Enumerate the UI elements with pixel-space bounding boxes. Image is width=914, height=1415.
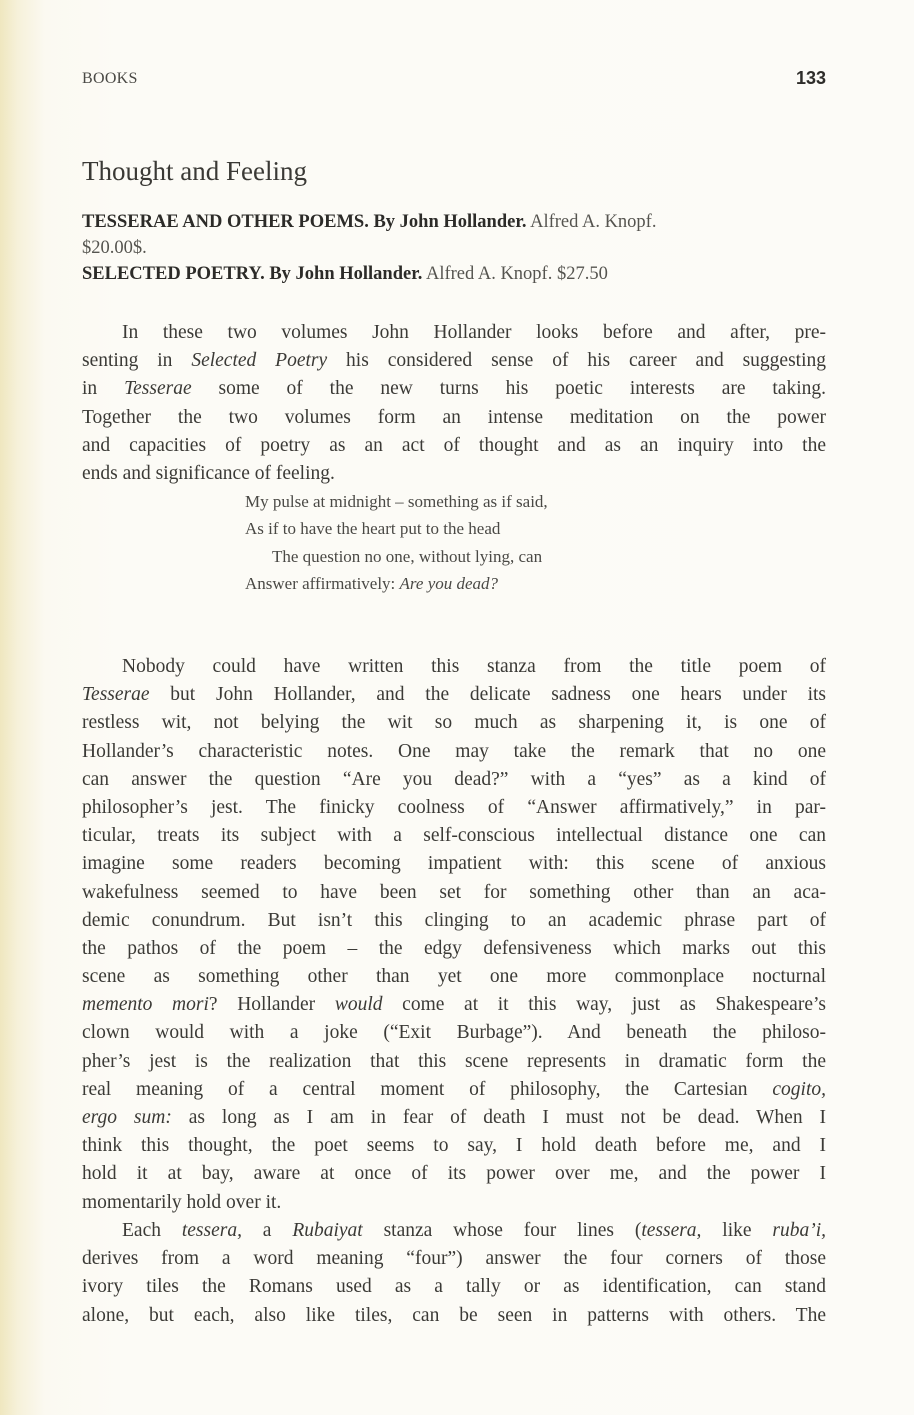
text-line (82, 738, 826, 766)
text-line (82, 1273, 826, 1301)
text-run: derives from a word meaning “four”) answer the four corners of those (82, 1248, 826, 1270)
paragraph (82, 319, 826, 488)
italic-text: memento mori (82, 994, 209, 1016)
text-run: as long as I am in fear of death I must not be dead. When I (171, 1107, 826, 1128)
italic-text: ruba’i, (772, 1220, 826, 1241)
text-line (82, 766, 826, 794)
text-line (82, 1132, 826, 1160)
text-line (82, 404, 826, 432)
book-author: By John Hollander. (373, 212, 527, 232)
poem-line (245, 543, 548, 570)
text-run: ? Hollander (208, 994, 335, 1016)
text-run: philosopher’s jest. The finicky coolness of “Answer affirmatively,” in par- (82, 796, 826, 818)
text-run: hold it at bay, aware at once of its power over me, and the power I (82, 1163, 826, 1185)
text-run: pher’s jest is the realization that this scene represents in dramatic form the (82, 1050, 826, 1072)
paragraph (82, 1217, 826, 1330)
text-run: wakefulness seemed to have been set for something other than an aca- (82, 881, 826, 903)
book-publisher: Alfred A. Knopf. (425, 264, 553, 284)
text-run: ends and significance of feeling. (82, 462, 335, 484)
text-line (82, 1104, 826, 1132)
book-title: TESSERAE AND OTHER POEMS. (82, 212, 369, 232)
text-line (82, 1076, 826, 1104)
text-run: Together the two volumes form an intense meditation on the power (82, 406, 826, 428)
italic-text: Tesserae (124, 378, 192, 400)
text-line (82, 1302, 826, 1330)
book-price: $20.00$. (82, 238, 147, 258)
book-price: $27.50 (556, 264, 608, 284)
text-run: Each (122, 1220, 182, 1241)
text-run: As if to have the heart put to the head (245, 519, 501, 539)
text-line (82, 850, 826, 878)
text-run: demic conundrum. But isn’t this clinging to an academic phrase part of (82, 909, 826, 931)
text-run: Answer affirmatively: (245, 573, 400, 593)
poem-line (245, 488, 548, 515)
text-line (82, 907, 826, 935)
text-run: ticular, treats its subject with a self-conscious intellectual distance one can (82, 825, 826, 847)
text-line (82, 1189, 826, 1217)
text-line (82, 963, 826, 991)
text-run: Nobody could have written this stanza from the title poem of (122, 656, 826, 677)
article-title: Thought and Feeling (82, 156, 307, 186)
paragraph (82, 653, 826, 1217)
poem-line (245, 570, 548, 597)
text-run: imagine some readers becoming impatient with: this scene of anxious (82, 853, 826, 875)
text-line (82, 1160, 826, 1188)
text-line (82, 347, 826, 375)
italic-text: would (334, 994, 383, 1016)
italic-text: cogito, (772, 1078, 826, 1100)
book-publisher: Alfred A. Knopf. (530, 212, 657, 232)
text-line (82, 935, 826, 963)
text-run: the pathos of the poem – the edgy defensiveness which marks out this (82, 937, 826, 959)
text-run: clown would with a joke (“Exit Burbage”). And beneath the philoso- (82, 1022, 826, 1044)
text-line (82, 681, 826, 709)
text-line (82, 653, 826, 681)
text-run: senting in (82, 350, 192, 372)
text-line (82, 319, 826, 347)
text-line (82, 1217, 826, 1245)
running-head: BOOKS (82, 70, 138, 87)
text-line (82, 432, 826, 460)
text-run: Hollander’s characteristic notes. One may take the remark that no one (82, 740, 826, 762)
text-run: but John Hollander, and the delicate sadness one hears under its (149, 684, 826, 706)
text-run: scene as something other than yet one more commonplace nocturnal (82, 966, 826, 988)
text-run: some of the new turns his poetic interests are taking. (191, 378, 826, 400)
text-run: a (241, 1220, 293, 1241)
text-line (82, 991, 826, 1019)
italic-text: tessera, (641, 1220, 702, 1241)
poem-quotation (245, 488, 548, 597)
italic-text: Tesserae (82, 684, 150, 706)
book-title: SELECTED POETRY. (82, 264, 265, 284)
text-run: and capacities of poetry as an act of thought and as an inquiry into the (82, 434, 826, 456)
book-author: By John Hollander. (269, 264, 423, 284)
text-run: his considered sense of his career and suggesting (327, 350, 827, 372)
text-run: come at it this way, just as Shakespeare’s (382, 994, 826, 1016)
text-run: restless wit, not belying the wit so much as sharpening it, is one of (82, 712, 826, 734)
text-run: think this thought, the poet seems to say, I hold death before me, and I (82, 1135, 826, 1157)
italic-text: Selected Poetry (191, 350, 328, 372)
italic-text: Rubaiyat (292, 1220, 363, 1241)
text-line (82, 709, 826, 737)
text-line (82, 822, 826, 850)
text-run: like (701, 1220, 773, 1241)
text-line (82, 1245, 826, 1273)
text-line (82, 879, 826, 907)
text-line (82, 460, 826, 488)
text-line (82, 794, 826, 822)
text-run: The question no one, without lying, can (272, 546, 543, 566)
text-line (82, 1048, 826, 1076)
italic-text: Are you dead? (399, 573, 499, 593)
text-run: momentarily hold over it. (82, 1191, 282, 1213)
text-run: alone, but each, also like tiles, can be seen in patterns with others. The (82, 1304, 826, 1326)
text-run: My pulse at midnight – something as if said, (245, 492, 548, 511)
text-run: real meaning of a central moment of philosophy, the Cartesian (82, 1078, 773, 1100)
text-run: can answer the question “Are you dead?” with a “yes” as a kind of (82, 768, 826, 790)
page-number: 133 (795, 68, 826, 88)
poem-line (245, 515, 548, 542)
italic-text: ergo sum: (82, 1107, 172, 1128)
book-citation (82, 261, 826, 287)
text-run: ivory tiles the Romans used as a tally or as identification, can stand (82, 1276, 826, 1298)
text-run: In these two volumes John Hollander looks before and after, pre- (122, 322, 826, 343)
text-line (82, 375, 826, 403)
text-run: in (82, 378, 125, 400)
italic-text: tessera, (181, 1220, 242, 1241)
text-line (82, 1019, 826, 1047)
text-run: stanza whose four lines ( (362, 1220, 642, 1241)
book-citation (82, 209, 826, 261)
